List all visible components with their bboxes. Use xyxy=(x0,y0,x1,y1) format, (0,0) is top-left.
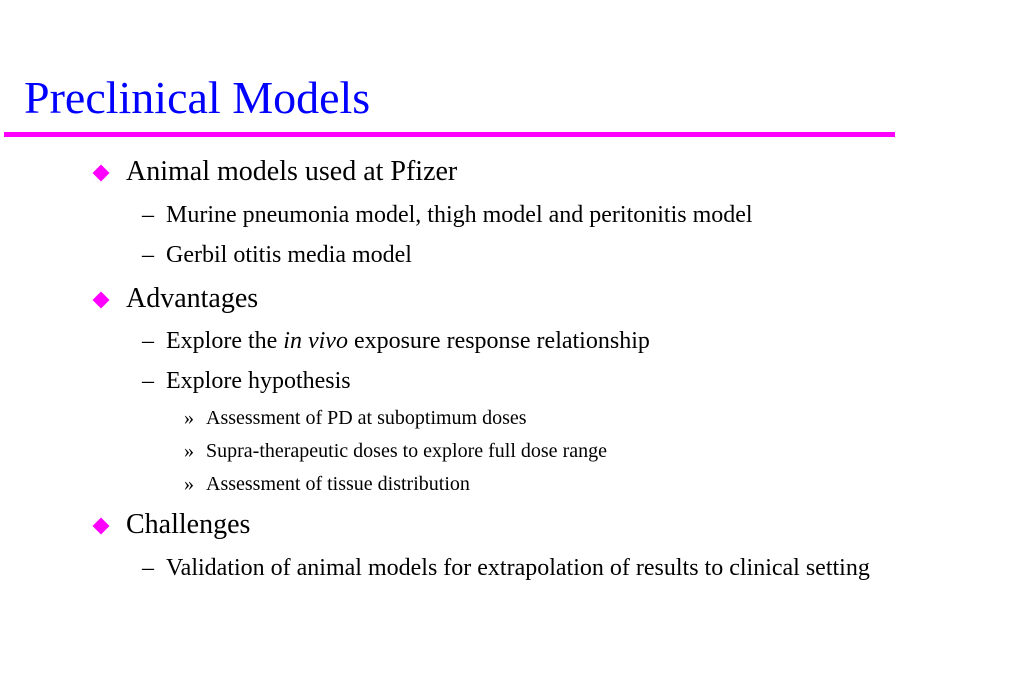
dash-marker: – xyxy=(142,202,154,228)
italic-term: in vivo xyxy=(283,328,348,354)
sub-bullet-text: Murine pneumonia model, thigh model and peritonitis model xyxy=(166,202,753,228)
text-prefix: Explore the xyxy=(166,328,284,354)
chevron-marker: » xyxy=(184,473,194,495)
sub-bullet-text xyxy=(166,325,906,358)
chevron-marker: » xyxy=(184,440,194,462)
sub-bullet-text: Validation of animal models for extrapolation of results to clinical setting xyxy=(166,555,870,581)
dash-marker: – xyxy=(142,328,154,354)
sub-sub-bullet-text: Assessment of tissue distribution xyxy=(206,473,470,495)
slide-title: Preclinical Models xyxy=(24,72,371,123)
dash-marker: – xyxy=(142,368,154,394)
sub-sub-bullet-text: Supra-therapeutic doses to explore full dose range xyxy=(206,440,607,462)
diamond-bullet-icon xyxy=(93,292,110,309)
bullet-text: Animal models used at Pfizer xyxy=(126,156,458,187)
sub-sub-bullet-text: Assessment of PD at suboptimum doses xyxy=(206,407,527,429)
bullet-text: Advantages xyxy=(126,283,259,314)
dash-marker: – xyxy=(142,242,154,268)
sub-bullet-text: Explore hypothesis xyxy=(166,368,351,394)
dash-marker: – xyxy=(142,555,154,581)
chevron-marker: » xyxy=(184,407,194,429)
text-suffix: exposure response relationship xyxy=(347,328,650,354)
bullet-text: Challenges xyxy=(126,509,251,540)
diamond-bullet-icon xyxy=(93,518,110,535)
title-underline xyxy=(4,132,895,137)
sub-bullet-text: Gerbil otitis media model xyxy=(166,242,412,268)
diamond-bullet-icon xyxy=(93,165,110,182)
